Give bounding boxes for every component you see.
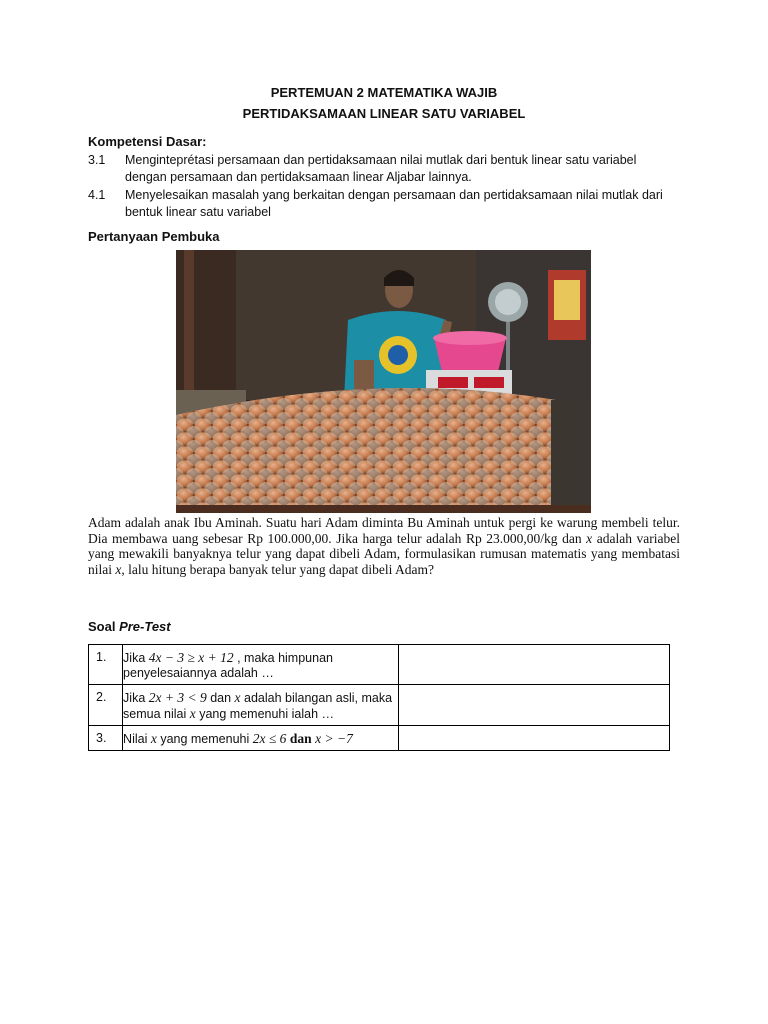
variable-x: x	[189, 706, 196, 721]
kompetensi-item-text: Menyelesaikan masalah yang berkaitan dengan persamaan dan pertidaksamaan nilai mutlak dari bentuk linear satu variabel	[125, 188, 663, 219]
q-text-part: Jika	[123, 651, 149, 665]
question-number: 1.	[89, 645, 123, 685]
opening-question-text	[88, 515, 680, 577]
variable-x: x	[586, 530, 593, 546]
answer-cell[interactable]	[398, 685, 669, 726]
kompetensi-item-number: 3.1	[88, 153, 106, 167]
story-part: adalah variabel yang mewakili banyaknya telur yang dapat dibeli Adam, formulasikan rumusan matematis yang membatasi nilai	[88, 530, 681, 577]
story-part: Adam adalah anak Ibu Aminah. Suatu hari Adam diminta Bu Aminah untuk pergi ke warung membeli telur. Dia membawa uang sebesar Rp 100.000,00. Jika harga telur adalah Rp 23.000,00/kg dan	[88, 515, 680, 546]
document-title-line2: PERTIDAKSAMAAN LINEAR SATU VARIABEL	[242, 106, 526, 121]
answer-cell[interactable]	[398, 645, 669, 685]
q-text-part: , maka himpunan penyelesaiannya adalah …	[123, 651, 333, 680]
q-text-part: yang memenuhi ialah …	[195, 707, 335, 721]
question-text	[123, 726, 398, 751]
pretest-heading-emphasis: Pre-Test	[119, 619, 171, 634]
question-text	[123, 645, 398, 685]
math-expression: 4x − 3 ≥ x + 12	[148, 650, 234, 665]
question-number: 3.	[89, 726, 123, 751]
document-page	[88, 0, 680, 1024]
story-part: , lalu hitung berapa banyak telur yang dapat dibeli Adam?	[121, 561, 435, 577]
pertanyaan-pembuka-heading: Pertanyaan Pembuka	[88, 229, 220, 244]
question-text	[123, 685, 398, 726]
answer-cell[interactable]	[398, 726, 669, 751]
pretest-heading-prefix: Soal	[88, 619, 120, 634]
math-expression: 2x ≤ 6	[252, 731, 287, 746]
q-text-part: yang memenuhi	[156, 732, 253, 746]
math-expression: 2x + 3 < 9	[148, 690, 207, 705]
question-number: 2.	[89, 685, 123, 726]
document-title-line1: PERTEMUAN 2 MATEMATIKA WAJIB	[270, 85, 498, 100]
pretest-table	[88, 644, 670, 751]
conjunction-dan: dan	[289, 731, 312, 746]
variable-x: x	[150, 731, 157, 746]
q-text-part: dan	[206, 691, 235, 705]
kompetensi-heading: Kompetensi Dasar:	[88, 134, 207, 149]
variable-x: x	[234, 690, 241, 705]
math-expression: x > −7	[315, 731, 353, 746]
table-row	[89, 685, 670, 726]
q-text-part: Jika	[123, 691, 149, 705]
egg-seller-photo	[176, 250, 591, 513]
table-row	[89, 726, 670, 751]
variable-x: x	[115, 561, 122, 577]
table-row	[89, 645, 670, 685]
pretest-heading	[88, 619, 171, 634]
q-text-part: adalah bilangan asli, maka semua nilai	[123, 691, 393, 721]
kompetensi-item-text: Menginteprétasi persamaan dan pertidaksamaan nilai mutlak dari bentuk linear satu variabel dengan persamaan dan pertidaksamaan linear Aljabar lainnya.	[125, 153, 637, 184]
kompetensi-item-number: 4.1	[88, 188, 106, 202]
q-text-part: Nilai	[123, 732, 151, 746]
